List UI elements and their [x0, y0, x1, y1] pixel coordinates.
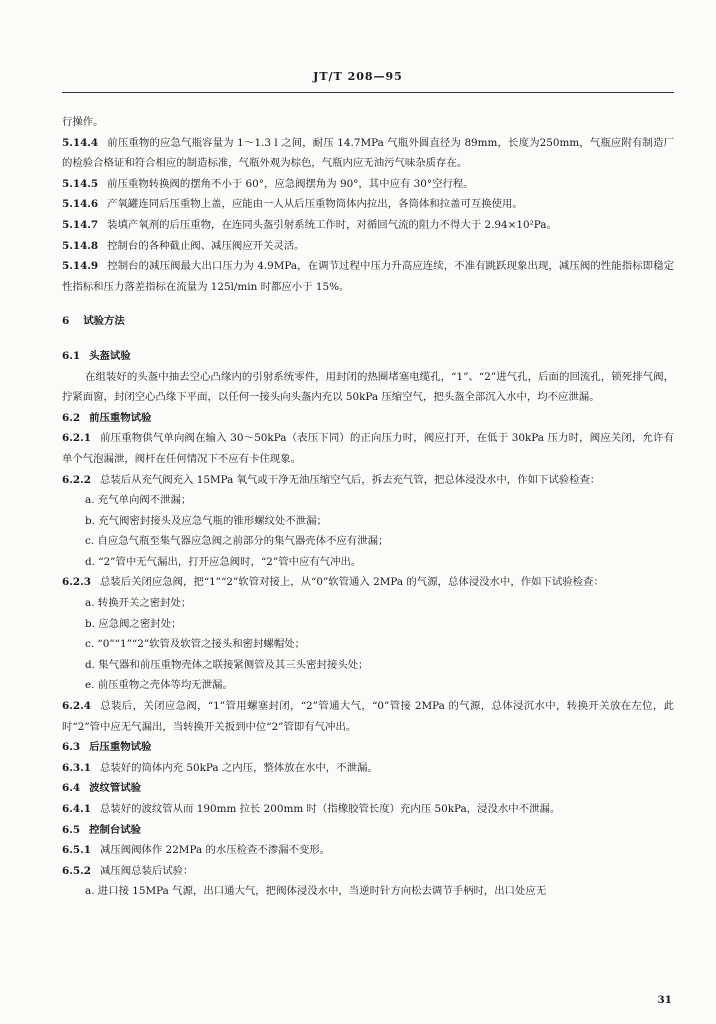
clause-text: 前压重物试验: [89, 411, 152, 424]
clause-text: 试验方法: [83, 315, 125, 328]
clause-paragraph: [62, 236, 674, 257]
clause-number: 6.2.2: [62, 473, 91, 486]
clause-number: 6.5.2: [62, 864, 91, 877]
clause-paragraph: [62, 133, 674, 174]
clause-paragraph: [62, 428, 674, 469]
clause-paragraph: [62, 861, 674, 882]
list-item: d. 集气器和前压重物壳体之联接紧侧管及其三头密封接头处；: [85, 658, 369, 671]
page-number: 31: [657, 994, 672, 1006]
clause-number: 6.2.1: [62, 432, 91, 445]
clause-number: 6.5: [62, 823, 81, 836]
clause-number: 5.14.5: [62, 177, 99, 190]
clause-text: 产氧罐连同后压重物上盖，应能由一人从后压重物筒体内拉出，各筒体和拉盖可互换使用。: [107, 198, 523, 211]
clause-number: 6.3.1: [62, 761, 91, 774]
subsection-heading: [62, 820, 674, 841]
section-heading: [62, 311, 674, 332]
clause-text: 头盔试验: [89, 349, 131, 362]
clause-paragraph: [62, 799, 674, 820]
header-rule: [62, 92, 674, 93]
clause-text: 总装后，关闭应急阀，“1”管用螺塞封闭，“2”管通大气，“0”管接 2MPa 的气源，总体浸沉水中，转换开关放在左位，此时“2”管中应无气漏出，当转换开关扳到中位“2”管即有气冲出。: [62, 700, 674, 733]
subsection-heading: [62, 778, 674, 799]
clause-text: 总装好的波纹管从而 190mm 拉长 200mm 时（指橡胶管长度）充内压 50kPa，浸没水中不泄漏。: [99, 803, 561, 815]
list-item: c. “0”“1”“2”软管及软管之接头和密封螺帽处；: [85, 638, 305, 651]
list-item: b. 充气阀密封接头及应急气瓶的锥形螺纹处不泄漏；: [85, 514, 327, 527]
clause-number: 6.3: [62, 741, 81, 754]
clause-text: 控制台试验: [89, 823, 142, 836]
list-item: c. 自应急气瓶至集气器应急阀之前部分的集气器壳体不应有泄漏；: [85, 535, 389, 548]
clause-text: 前压重物转换阀的摆角不小于 60°，应急阀摆角为 90°，其中应有 30°空行程。: [107, 177, 474, 190]
clause-number: 6.4: [62, 782, 81, 795]
clause-number: 5.14.7: [62, 218, 99, 231]
list-item: a. 充气单向阀不泄漏；: [85, 494, 192, 507]
clause-text: 减压阀总装后试验：: [99, 864, 194, 877]
clause-number: 6: [62, 315, 70, 328]
clause-paragraph: [62, 758, 674, 779]
clause-number: 6.2: [62, 411, 81, 424]
clause-text: 装填产氧剂的后压重物，在连同头盔引射系统工作时，对循回气流的阻力不得大于 2.94×10²Pa。: [107, 218, 557, 231]
clause-number: 5.14.4: [62, 136, 99, 149]
list-item: d. “2”管中无气漏出，打开应急阀时，“2”管中应有气冲出。: [85, 555, 362, 568]
clause-text: 总装后从充气阀充入 15MPa 氧气或干净无油压缩空气后，拆去充气管，把总体浸没水中，作如下试验检查：: [99, 473, 601, 486]
clause-number: 6.5.1: [62, 844, 91, 857]
clause-paragraph: [62, 215, 674, 236]
clause-number: 5.14.6: [62, 198, 99, 211]
document-body: [62, 112, 674, 902]
clause-number: 6.1: [62, 349, 81, 362]
subsection-heading: [62, 408, 674, 429]
clause-text: 波纹管试验: [89, 782, 142, 795]
clause-number: 6.4.1: [62, 803, 91, 815]
clause-number: 6.2.3: [62, 576, 91, 589]
clause-text: 总装好的筒体内充 50kPa 之内压，整体放在水中，不泄漏。: [99, 761, 378, 774]
list-item: b. 应急阀之密封处；: [85, 617, 182, 630]
list-item: a. 转换开关之密封处；: [85, 597, 192, 610]
clause-paragraph: [62, 470, 674, 491]
clause-text: 总装后关闭应急阀，把“1”“2”软管对接上，从“0”软管通入 2MPa 的气源，总体浸没水中，作如下试验检查：: [99, 576, 604, 589]
clause-paragraph: [62, 256, 674, 297]
clause-text: 前压重物的应急气瓶容量为 1～1.3 l 之间，耐压 14.7MPa 气瓶外圆直径为 89mm，长度为250mm，气瓶应附有制造厂的检验合格证和符合相应的制造标准，气瓶外观为棕色，气瓶内应无油污气味杂质存在。: [62, 136, 674, 170]
clause-paragraph: [62, 174, 674, 195]
subsection-heading: [62, 737, 674, 758]
clause-number: 6.2.4: [62, 700, 91, 713]
clause-number: 5.14.8: [62, 239, 99, 252]
clause-paragraph: [62, 840, 674, 861]
clause-paragraph: [62, 696, 674, 737]
clause-paragraph: [62, 572, 674, 593]
clause-paragraph: [62, 194, 674, 215]
clause-text: 前压重物供气单向阀在输入 30～50kPa（表压下同）的正向压力时，阀应打开，在低于 30kPa 压力时，阀应关闭，允许有单个气泡漏泄，阀杆在任何情况下不应有卡住现象。: [62, 432, 674, 465]
clause-text: 后压重物试验: [89, 741, 152, 754]
subsection-heading: [62, 346, 674, 367]
clause-text: 控制台的各种截止阀、减压阀应开关灵活。: [107, 239, 305, 252]
page-header: JT/T 208—95: [313, 70, 403, 83]
clause-text: 控制台的减压阀最大出口压力为 4.9MPa，在调节过程中压力升高应连续，不准有跳跃现象出现，减压阀的性能指标即稳定性指标和压力落差指标在流量为 125l/min 时都应小于 15%。: [62, 260, 674, 293]
list-item: a. 进口接 15MPa 气源，出口通大气，把阀体浸没水中，当逆时针方向松去调节手柄时，出口处应无: [85, 885, 547, 898]
clause-text: 减压阀阀体作 22MPa 的水压检查不渗漏不变形。: [99, 844, 331, 857]
list-item: e. 前压重物之壳体等均无泄漏。: [85, 679, 233, 692]
body-paragraph: 在组装好的头盔中抽去空心凸缘内的引射系统零件，用封闭的热圈堵塞电缆孔，“1”、“2”进气孔，后面的回流孔，锁死排气阀，拧紧面窗，封闭空心凸缘下平面，以任何一接头向头盔内充以 50kPa 压缩空气，把头盔全部沉入水中，均不应泄漏。: [62, 370, 674, 404]
paragraph-continuation: 行操作。: [62, 116, 104, 128]
clause-number: 5.14.9: [62, 260, 99, 273]
